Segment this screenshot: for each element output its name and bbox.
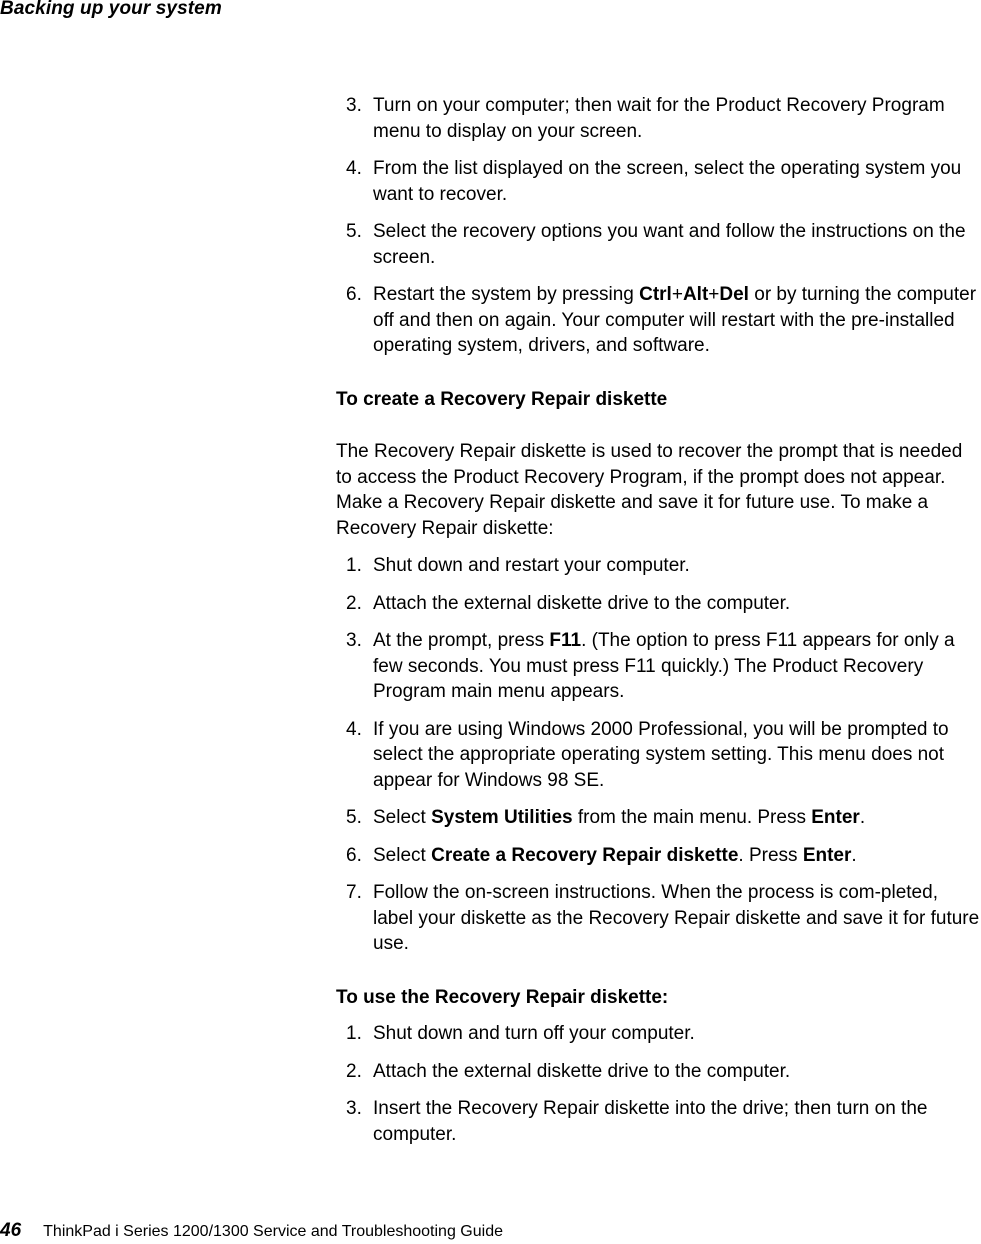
step-text: Shut down and turn off your computer.: [373, 1023, 695, 1044]
step-number: 2.: [346, 592, 362, 614]
step-text: [373, 630, 955, 702]
list-item: [336, 93, 981, 144]
step-text-part: . (The option to press F11 appears for only a few seconds. You must press F11 quickly.) The Product Recovery Program main menu appears.: [373, 630, 955, 702]
key-f11: F11: [549, 630, 582, 651]
step-text: Attach the external diskette drive to the computer.: [373, 1060, 791, 1082]
step-number: 1.: [346, 555, 362, 576]
step-number: 4.: [346, 158, 362, 179]
list-item: [336, 219, 981, 270]
key-enter: Enter: [811, 807, 860, 828]
step-text-part: At the prompt, press: [373, 630, 550, 651]
step-number: 4.: [346, 718, 362, 740]
step-number: 3.: [346, 1098, 362, 1119]
list-item: [336, 553, 981, 579]
step-text: Shut down and restart your computer.: [373, 555, 690, 576]
step-text-part: from the main menu. Press: [572, 807, 812, 828]
create-diskette-intro: The Recovery Repair diskette is used to recover the prompt that is needed to access the Product Recovery Program, if the prompt does not appear. Make a Recovery Repair diskette and save it for future use. To make a Recovery Repair diskette:: [336, 441, 963, 539]
step-number: 7.: [346, 882, 362, 903]
list-item: [336, 628, 981, 705]
list-item: [336, 282, 981, 359]
use-diskette-heading: To use the Recovery Repair diskette:: [336, 987, 669, 1008]
step-text-part: Restart the system by pressing: [373, 284, 640, 305]
step-number: 5.: [346, 807, 362, 828]
list-item: [336, 591, 981, 617]
recovery-steps-list: [336, 93, 981, 371]
key-alt: Alt: [682, 284, 709, 305]
create-diskette-heading: To create a Recovery Repair diskette: [336, 389, 668, 410]
key-del: Del: [719, 284, 749, 305]
list-item: [336, 1021, 981, 1047]
create-diskette-steps-list: [336, 553, 981, 969]
key-enter: Enter: [802, 844, 852, 866]
step-number: 5.: [346, 221, 362, 242]
step-text: If you are using Windows 2000 Professional, you will be prompted to select the appropriate operating system setting. This menu does not appear for Windows 98 SE.: [373, 718, 949, 791]
page-number: 46: [0, 1220, 22, 1241]
step-number: 6.: [346, 284, 362, 305]
step-text: [373, 284, 976, 356]
key-plus: +: [708, 284, 720, 305]
list-item: [336, 1096, 981, 1147]
step-text: Follow the on-screen instructions. When the process is com-pleted, label your diskette as the Recovery Repair diskette and save it for future use.: [373, 882, 980, 954]
step-number: 1.: [346, 1023, 362, 1044]
step-number: 6.: [346, 844, 362, 866]
step-number: 3.: [346, 95, 362, 116]
step-number: 2.: [346, 1060, 362, 1082]
step-text-part: .: [851, 844, 857, 866]
page-footer: [0, 1220, 503, 1242]
step-text-part: . Press: [738, 844, 803, 866]
list-item: [336, 880, 981, 957]
menu-option-system-utilities: System Utilities: [431, 807, 573, 828]
step-text: [373, 845, 857, 866]
step-text-part: Select: [373, 844, 432, 866]
step-text-part: or by turning the computer off and then on again. Your computer will restart with the pre-installed operating system, drivers, and software.: [373, 284, 977, 356]
list-item: [336, 156, 981, 207]
book-title: ThinkPad i Series 1200/1300 Service and Troubleshooting Guide: [43, 1223, 503, 1240]
step-text: [373, 807, 865, 828]
step-text-part: Select: [373, 807, 432, 828]
menu-option-create-diskette: Create a Recovery Repair diskette: [431, 844, 739, 866]
list-item: [336, 843, 981, 869]
step-text: Turn on your computer; then wait for the Product Recovery Program menu to display on your screen.: [373, 95, 945, 142]
step-text: From the list displayed on the screen, select the operating system you want to recover.: [373, 158, 962, 205]
list-item: [336, 717, 981, 794]
list-item: [336, 1059, 981, 1085]
step-text: Attach the external diskette drive to the computer.: [373, 592, 791, 614]
step-text: Insert the Recovery Repair diskette into the drive; then turn on the computer.: [373, 1098, 928, 1145]
key-plus: +: [671, 284, 683, 305]
step-text-part: .: [859, 807, 866, 828]
running-header-title: Backing up your system: [0, 0, 222, 19]
list-item: [336, 805, 981, 831]
use-diskette-steps-list: [336, 1021, 981, 1159]
step-number: 3.: [346, 630, 362, 651]
step-text: Select the recovery options you want and follow the instructions on the screen.: [373, 221, 966, 268]
key-ctrl: Ctrl: [639, 284, 672, 305]
